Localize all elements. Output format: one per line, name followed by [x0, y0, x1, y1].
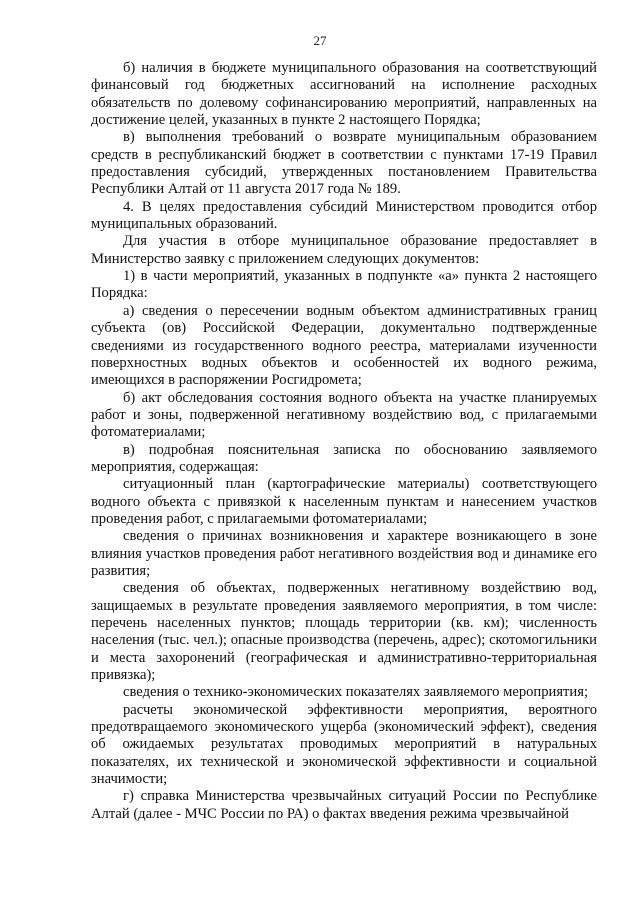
document-body	[91, 60, 597, 823]
paragraph-v-return-funds: в) выполнения требований о возврате муниципальным образованием средств в республиканский бюджет в соответствии с пунктами 17-19 Правил предоставления субсидий, утвержденных постановлением Правительства Республики Алтай от 11 августа 2017 года № 189.	[91, 129, 597, 198]
paragraph-causes: сведения о причинах возникновения и характере возникающего в зоне влияния участков проведения работ негативного воздействия вод и динамике его развития;	[91, 528, 597, 579]
paragraph-4-selection: 4. В целях предоставления субсидий Министерством проводится отбор муниципальных образований.	[91, 198, 597, 233]
paragraph-g-emergency-certificate: г) справка Министерства чрезвычайных ситуаций России по Республике Алтай (далее - МЧС России по РА) о фактах введения режима чрезвычайной	[91, 788, 597, 822]
page-number: 27	[313, 33, 327, 48]
paragraph-b-inspection-act: б) акт обследования состояния водного объекта на участке планируемых работ и зоны, подверженной негативному воздействию вод, с прилагаемыми фотоматериалами;	[91, 389, 597, 441]
paragraph-a-boundaries: а) сведения о пересечении водным объектом административных границ субъекта (ов) Российской Федерации, документально подтвержденные сведениями из государственного водного реестра, материалами изученности поверхностных водных объектов и особенностей их водного режима, имеющихся в распоряжении Росгидромета;	[91, 302, 597, 389]
paragraph-b-budget-funds: б) наличия в бюджете муниципального образования на соответствующий финансовый год бюджетных ассигнований на исполнение расходных обязательств по долевому софинансированию мероприятий, направленных на достижение целей, указанных в пункте 2 настоящего Порядка;	[91, 60, 597, 129]
paragraph-calculations: расчеты экономической эффективности мероприятия, вероятного предотвращаемого экономического ущерба (экономический эффект), сведения об ожидаемых результатах проводимых мероприятий в натуральных показателях, их технической и экономической эффективности и социальной значимости;	[91, 701, 597, 788]
paragraph-tech-economic: сведения о технико-экономических показателях заявляемого мероприятия;	[123, 684, 588, 701]
paragraph-v-explanatory-note: в) подробная пояснительная записка по обоснованию заявляемого мероприятия, содержащая:	[91, 441, 597, 475]
paragraph-application: Для участия в отборе муниципальное образование предоставляет в Министерство заявку с приложением следующих документов:	[91, 233, 597, 267]
paragraph-situation-plan: ситуационный план (картографические материалы) соответствующего водного объекта с привязкой к населенным пунктам и нанесением участков проведения работ, с прилагаемыми фотоматериалами;	[91, 476, 597, 527]
paragraph-1-measures: 1) в части мероприятий, указанных в подпункте «а» пункта 2 настоящего Порядка:	[91, 268, 597, 302]
paragraph-protected-objects: сведения об объектах, подверженных негативному воздействию вод, защищаемых в результате проведения заявляемого мероприятия, в том числе: перечень населенных пунктов; площадь территории (кв. км); численность населения (тыс. чел.); опасные производства (перечень, адрес); скотомогильники и места захоронений (географическая и административно-территориальная привязка);	[91, 580, 597, 684]
